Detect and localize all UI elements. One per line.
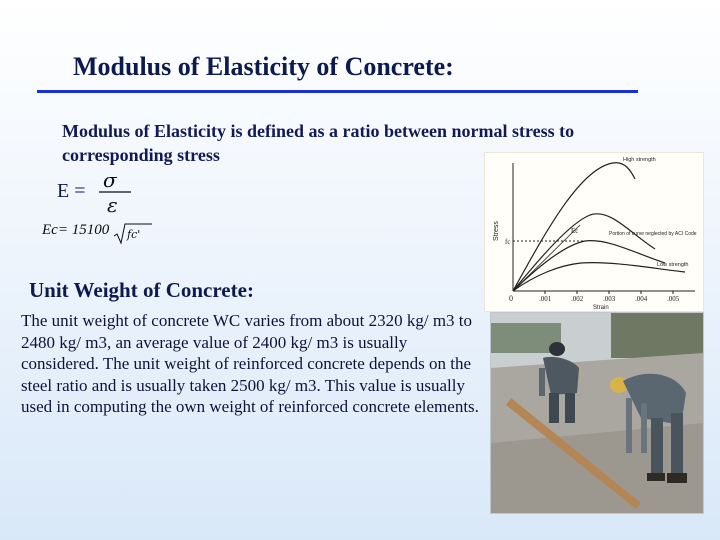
x-axis-label: Strain xyxy=(593,305,609,311)
slide-title: Modulus of Elasticity of Concrete: xyxy=(73,52,454,81)
square-root-fc xyxy=(112,222,152,246)
ec-formula-text: Ec= 15100 xyxy=(42,222,110,238)
stress-strain-diagram xyxy=(485,153,703,311)
origin-label: 0 xyxy=(509,294,513,303)
equation-lhs: E = xyxy=(57,180,86,202)
equation-denominator: ε xyxy=(107,193,118,216)
curve-label-low: Low strength xyxy=(657,262,689,268)
curve-label-neglected: Portion of curve neglected by ACI Code xyxy=(609,231,697,237)
unit-weight-body: The unit weight of concrete WC varies from about 2320 kg/ m3 to 2480 kg/ m3, an average value of 2400 kg/ m3 is usually considered. The unit weight of reinforced concrete depends on the steel ratio and is usually taken 2500 kg/ m3. This value is usually used in computing the own weight of reinforced concrete elements. xyxy=(21,311,479,416)
x-tick-label: .004 xyxy=(635,295,648,303)
ec-label: Ec xyxy=(571,227,579,235)
equation-numerator: σ xyxy=(103,170,117,192)
stress-strain-figure xyxy=(484,152,704,312)
x-tick-label: .002 xyxy=(571,295,584,303)
workers-concrete-photo xyxy=(490,312,704,514)
photo-illustration xyxy=(491,313,703,513)
sigma-over-epsilon-fraction xyxy=(95,170,135,216)
ec-radicand: fc' xyxy=(127,228,141,241)
curve-label-high: High strength xyxy=(623,157,656,163)
modulus-equation xyxy=(57,170,118,216)
x-tick-label: .005 xyxy=(667,295,680,303)
ec-formula xyxy=(42,222,141,241)
y-axis-label: Stress xyxy=(493,221,500,241)
title-underline xyxy=(37,90,638,93)
mid-strength-curve-2 xyxy=(513,241,665,291)
definition-text: Modulus of Elasticity is defined as a ratio between normal stress to corresponding stress xyxy=(62,121,575,165)
unit-weight-heading: Unit Weight of Concrete: xyxy=(29,278,254,302)
fc-label: fc xyxy=(505,238,511,246)
x-tick-label: .003 xyxy=(603,295,616,303)
x-tick-label: .001 xyxy=(539,295,552,303)
x-tick-labels xyxy=(539,295,680,303)
